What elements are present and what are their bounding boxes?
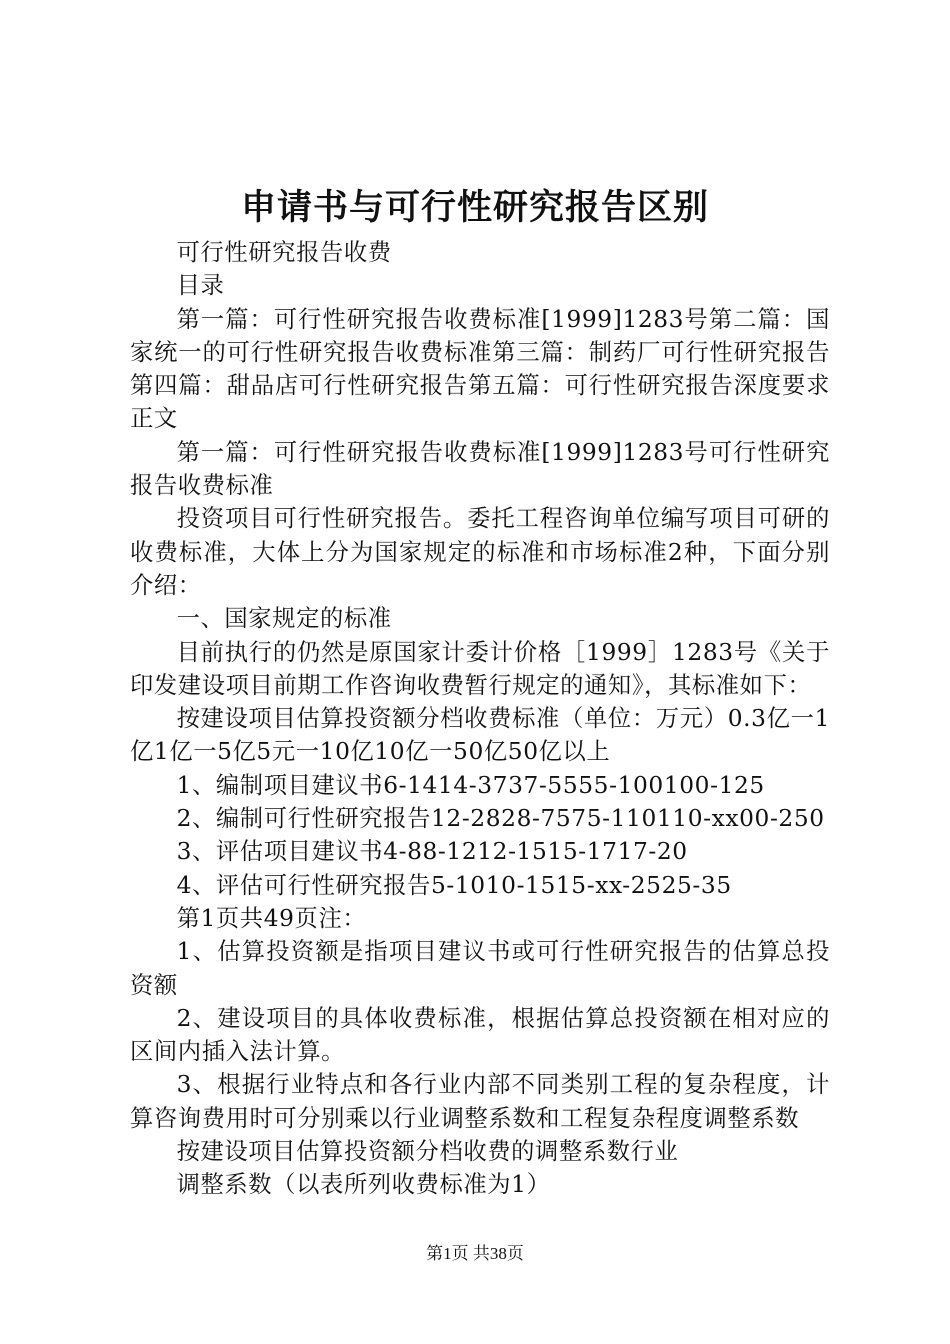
note-item: 1、估算投资额是指项目建议书或可行性研究报告的估算总投资额: [130, 938, 830, 999]
document-title: 申请书与可行性研究报告区别: [240, 188, 709, 228]
note-item: 3、根据行业特点和各行业内部不同类别工程的复杂程度，计算咨询费用时可分别乘以行业调整系数和工程复杂程度调整系数: [130, 1071, 830, 1132]
fee-line: 2、编制可行性研究报告12-2828-7575-110110-xx00-250: [176, 805, 825, 833]
fee-line: 1、编制项目建议书6-1414-3737-5555-100100-125: [176, 771, 765, 799]
fee-line: 3、评估项目建议书4-88-1212-1515-1717-20: [176, 838, 688, 866]
document-body: [130, 236, 830, 1202]
paragraph: 第一篇：可行性研究报告收费标准[1999]1283号可行性研究报告收费标准: [130, 438, 830, 500]
paragraph: 按建设项目估算投资额分档收费的调整系数行业: [176, 1138, 679, 1166]
page-footer: 第1页 共38页: [426, 1244, 524, 1263]
section-heading: 一、国家规定的标准: [176, 605, 392, 633]
paragraph: 按建设项目估算投资额分档收费标准（单位：万元）0.3亿一1亿1亿一5亿5元一10亿10亿一50亿50亿以上: [130, 705, 830, 766]
paragraph: 可行性研究报告收费: [176, 239, 392, 266]
paragraph: 第1页共49页注：: [176, 904, 367, 932]
paragraph: 投资项目可行性研究报告。委托工程咨询单位编写项目可研的收费标准，大体上分为国家规定的标准和市场标准2种，下面分别介绍：: [130, 505, 830, 599]
paragraph: 调整系数（以表所列收费标准为1）: [176, 1171, 551, 1199]
paragraph: 目前执行的仍然是原国家计委计价格［1999］1283号《关于印发建设项目前期工作咨询收费暂行规定的通知》，其标准如下：: [130, 638, 830, 699]
paragraph: 目录: [176, 272, 225, 300]
fee-line: 4、评估可行性研究报告5-1010-1515-xx-2525-35: [176, 871, 732, 899]
note-item: 2、建设项目的具体收费标准，根据估算总投资额在相对应的区间内插入法计算。: [130, 1004, 830, 1066]
paragraph: 第一篇：可行性研究报告收费标准[1999]1283号第二篇：国家统一的可行性研究报告收费标准第三篇：制药厂可行性研究报告第四篇：甜品店可行性研究报告第五篇：可行性研究报告深度要求正文: [130, 305, 830, 433]
